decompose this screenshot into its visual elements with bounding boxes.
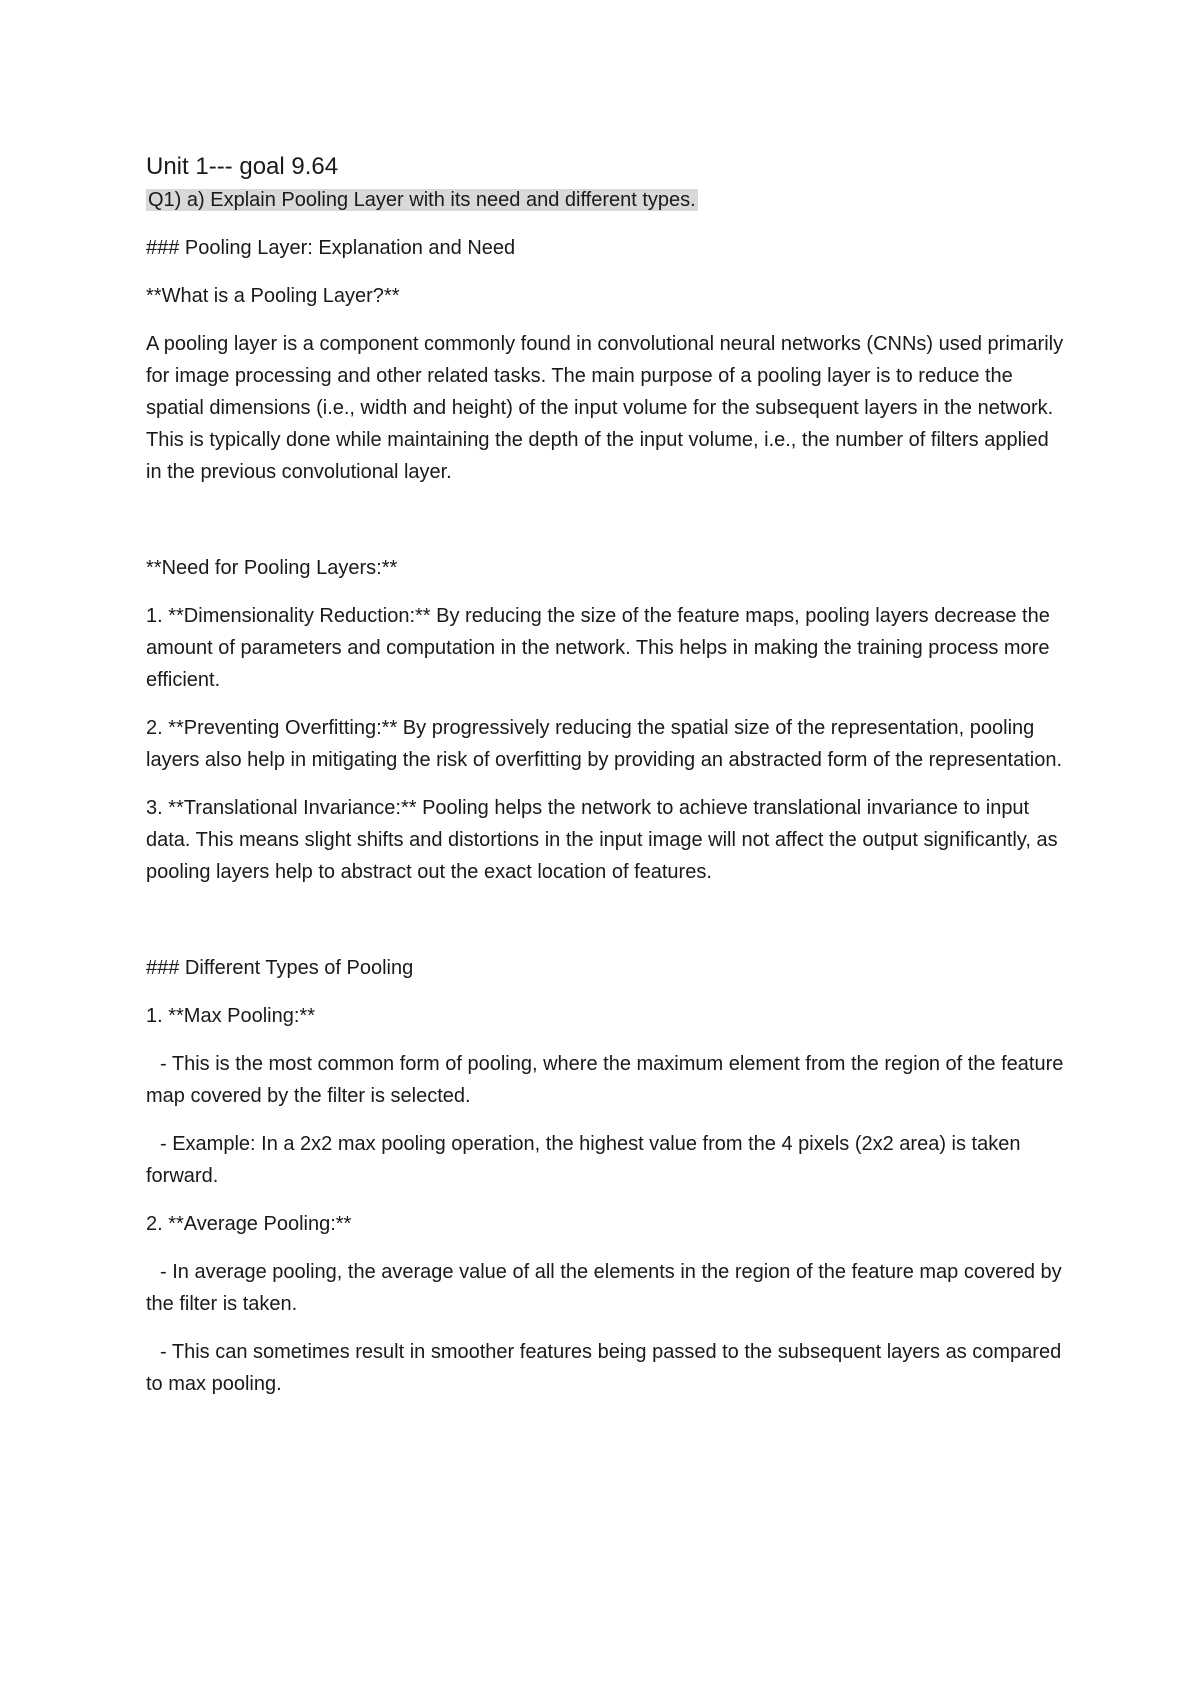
question-highlight: Q1) a) Explain Pooling Layer with its need and different types. [148,189,696,211]
subheading-what-is: **What is a Pooling Layer?** [146,285,400,307]
type-max-pooling-title: 1. **Max Pooling:** [146,1005,315,1027]
type-average-pooling-point [146,1256,1066,1320]
type-average-pooling-note [146,1336,1066,1400]
type-average-pooling-title: 2. **Average Pooling:** [146,1213,352,1235]
section-heading-pooling-layer: ### Pooling Layer: Explanation and Need [146,237,516,259]
document-content [146,150,1066,1400]
need-item-invariance: 3. **Translational Invariance:** Pooling helps the network to achieve translational invariance to input data. This means slight shifts and distortions in the input image will not affect the output significantly, as pooling layers help to abstract out the exact location of features. [146,797,1058,883]
section-heading-types: ### Different Types of Pooling [146,957,414,979]
type-max-pooling-point [146,1048,1066,1112]
max-point-1: - This is the most common form of pooling, where the maximum element from the region of the feature map covered by the filter is selected. [146,1053,1064,1107]
document-title: Unit 1--- goal 9.64 [146,153,339,180]
need-item-dimensionality: 1. **Dimensionality Reduction:** By reducing the size of the feature maps, pooling layers decrease the amount of parameters and computation in the network. This helps in making the training process more efficient. [146,605,1050,691]
question-heading [146,184,1066,216]
avg-point-1: - In average pooling, the average value of all the elements in the region of the feature map covered by the filter is taken. [146,1261,1062,1315]
type-max-pooling-example [146,1128,1066,1192]
definition-paragraph: A pooling layer is a component commonly found in convolutional neural networks (CNNs) used primarily for image processing and other related tasks. The main purpose of a pooling layer is to reduce the spatial dimensions (i.e., width and height) of the input volume for the subsequent layers in the network. This is typically done while maintaining the depth of the input volume, i.e., the number of filters applied in the previous convolutional layer. [146,333,1064,483]
avg-point-2: - This can sometimes result in smoother features being passed to the subsequent layers as compared to max pooling. [146,1341,1062,1395]
max-point-2: - Example: In a 2x2 max pooling operation, the highest value from the 4 pixels (2x2 area) is taken forward. [146,1133,1021,1187]
subheading-need: **Need for Pooling Layers:** [146,557,398,579]
need-item-overfitting: 2. **Preventing Overfitting:** By progressively reducing the spatial size of the representation, pooling layers also help in mitigating the risk of overfitting by providing an abstracted form of the representation. [146,717,1063,771]
